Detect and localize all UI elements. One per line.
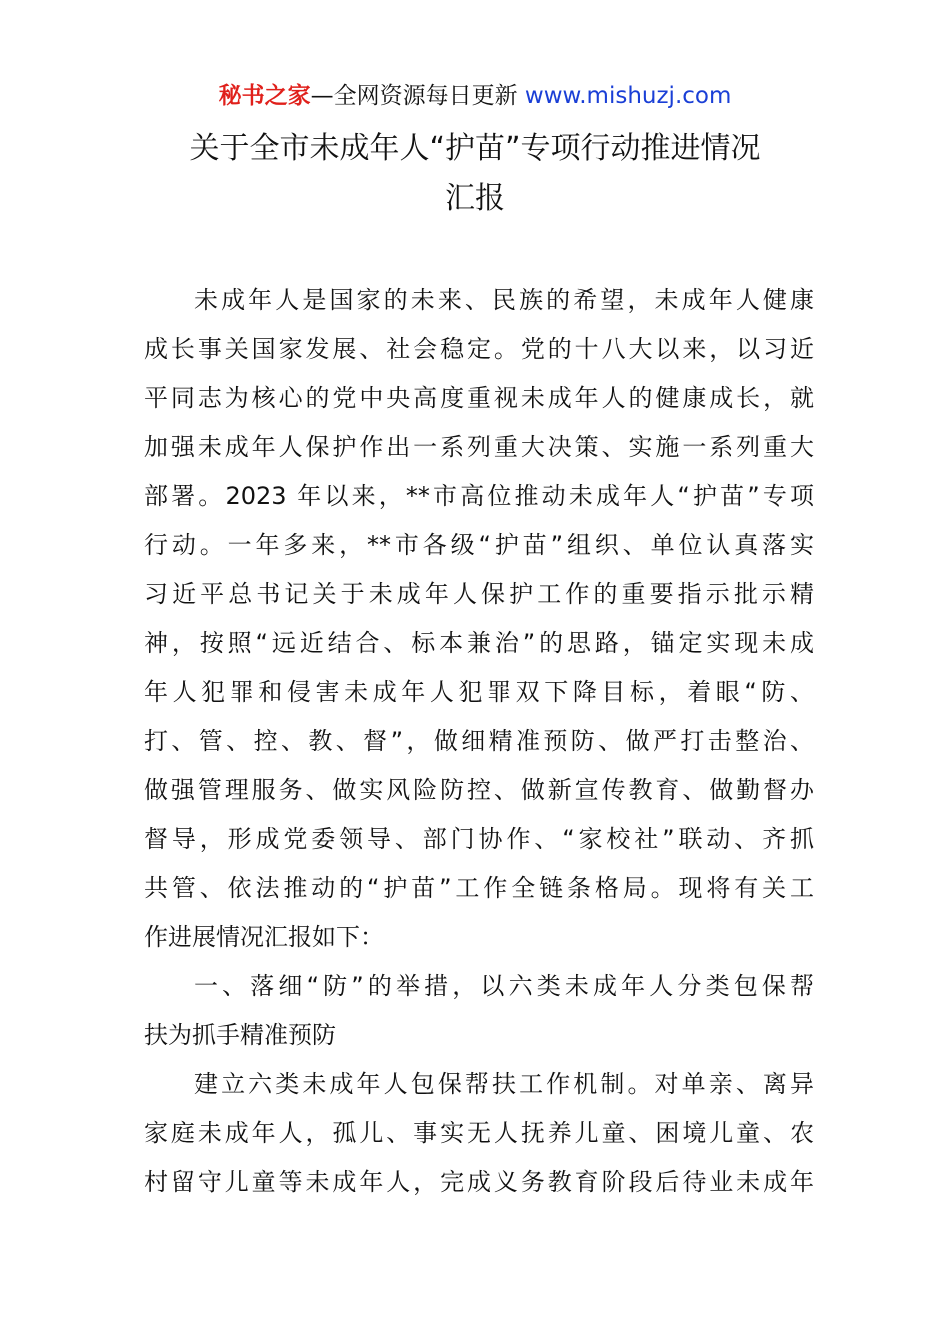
section-heading-line: 扶为抓手精准预防 bbox=[144, 1021, 336, 1049]
site-url-link[interactable]: www.mishuzj.com bbox=[524, 83, 732, 109]
document-body bbox=[144, 276, 814, 1207]
body-line: 作进展情况汇报如下： bbox=[144, 923, 384, 951]
body-line: 年人犯罪和侵害未成年人犯罪双下降目标，着眼“防、 bbox=[144, 678, 814, 706]
body-line: 督导，形成党委领导、部门协作、“家校社”联动、齐抓 bbox=[144, 825, 814, 853]
body-line: 神，按照“远近结合、标本兼治”的思路，锚定实现未成 bbox=[144, 629, 814, 657]
body-line: 做强管理服务、做实风险防控、做新宣传教育、做勤督办 bbox=[144, 776, 814, 804]
section-heading-line: 一、落细“防”的举措，以六类未成年人分类包保帮 bbox=[194, 972, 814, 1000]
body-line: 未成年人是国家的未来、民族的希望，未成年人健康 bbox=[194, 286, 814, 314]
site-header bbox=[0, 80, 950, 112]
body-line: 习近平总书记关于未成年人保护工作的重要指示批示精 bbox=[144, 580, 814, 608]
body-line: 打、管、控、教、督”，做细精准预防、做严打击整治、 bbox=[144, 727, 814, 755]
site-brand: 秘书之家 bbox=[218, 83, 311, 109]
body-line: 加强未成年人保护作出一系列重大决策、实施一系列重大 bbox=[144, 433, 814, 461]
body-line: 家庭未成年人，孤儿、事实无人抚养儿童、困境儿童、农 bbox=[144, 1119, 814, 1147]
body-line: 部署。2023 年以来，**市高位推动未成年人“护苗”专项 bbox=[144, 482, 814, 510]
body-line: 村留守儿童等未成年人，完成义务教育阶段后待业未成年 bbox=[144, 1168, 814, 1196]
body-line: 行动。一年多来，**市各级“护苗”组织、单位认真落实 bbox=[144, 531, 814, 559]
document-title-line-1: 关于全市未成年人“护苗”专项行动推进情况 bbox=[189, 131, 761, 166]
body-line: 成长事关国家发展、社会稳定。党的十八大以来，以习近 bbox=[144, 335, 814, 363]
site-tagline: —全网资源每日更新 bbox=[310, 83, 525, 109]
body-line: 共管、依法推动的“护苗”工作全链条格局。现将有关工 bbox=[144, 874, 814, 902]
document-title-line-2: 汇报 bbox=[445, 181, 505, 216]
body-line: 建立六类未成年人包保帮扶工作机制。对单亲、离异 bbox=[194, 1070, 814, 1098]
document-title bbox=[100, 124, 850, 224]
body-line: 平同志为核心的党中央高度重视未成年人的健康成长，就 bbox=[144, 384, 814, 412]
